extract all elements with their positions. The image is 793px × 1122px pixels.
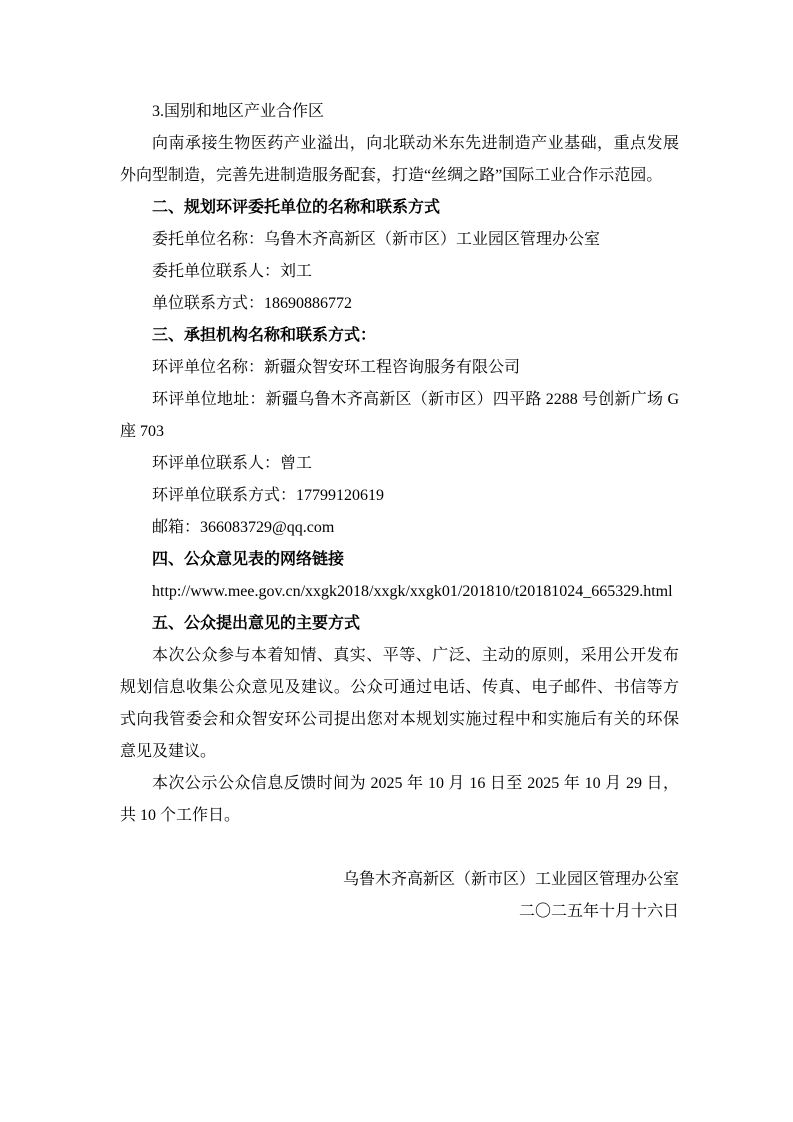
doc-paragraph: 邮箱：366083729@qq.com	[152, 519, 335, 536]
doc-paragraph: 3.国别和地区产业合作区	[152, 103, 325, 120]
doc-paragraph: 环评单位名称：新疆众智安环工程咨询服务有限公司	[152, 359, 521, 376]
section-heading: 二、规划环评委托单位的名称和联系方式	[152, 199, 441, 216]
section-heading: 四、公众意见表的网络链接	[152, 551, 345, 568]
doc-paragraph: 环评单位联系人：曾工	[152, 455, 313, 472]
blank-line	[120, 832, 679, 864]
doc-paragraph: 本次公示公众信息反馈时间为 2025 年 10 月 16 日至 2025 年 10 月 29 日，共 10 个工作日。	[120, 775, 679, 824]
doc-paragraph: 环评单位联系方式：17799120619	[152, 487, 385, 504]
section-heading: 三、承担机构名称和联系方式：	[152, 327, 377, 344]
section-heading: 五、公众提出意见的主要方式	[152, 615, 361, 632]
doc-paragraph: 委托单位联系人：刘工	[152, 263, 313, 280]
doc-paragraph: 委托单位名称：乌鲁木齐高新区（新市区）工业园区管理办公室	[152, 231, 601, 248]
signature-line: 二〇二五年十月十六日	[518, 903, 679, 920]
doc-paragraph: 单位联系方式：18690886772	[152, 295, 353, 312]
document-url: http://www.mee.gov.cn/xxgk2018/xxgk/xxgk01/201810/t20181024_665329.html	[152, 583, 673, 600]
doc-paragraph: 本次公众参与本着知情、真实、平等、广泛、主动的原则，采用公开发布规划信息收集公众意见及建议。公众可通过电话、传真、电子邮件、书信等方式向我管委会和众智安环公司提出您对本规划实施过程中和实施后有关的环保意见及建议。	[120, 647, 679, 760]
doc-paragraph: 环评单位地址：新疆乌鲁木齐高新区（新市区）四平路 2288 号创新广场 G座 703	[120, 391, 679, 440]
doc-paragraph: 向南承接生物医药产业溢出，向北联动米东先进制造产业基础，重点发展外向型制造，完善先进制造服务配套，打造“丝绸之路”国际工业合作示范园。	[120, 135, 679, 184]
signature-line: 乌鲁木齐高新区（新市区）工业园区管理办公室	[342, 871, 679, 888]
